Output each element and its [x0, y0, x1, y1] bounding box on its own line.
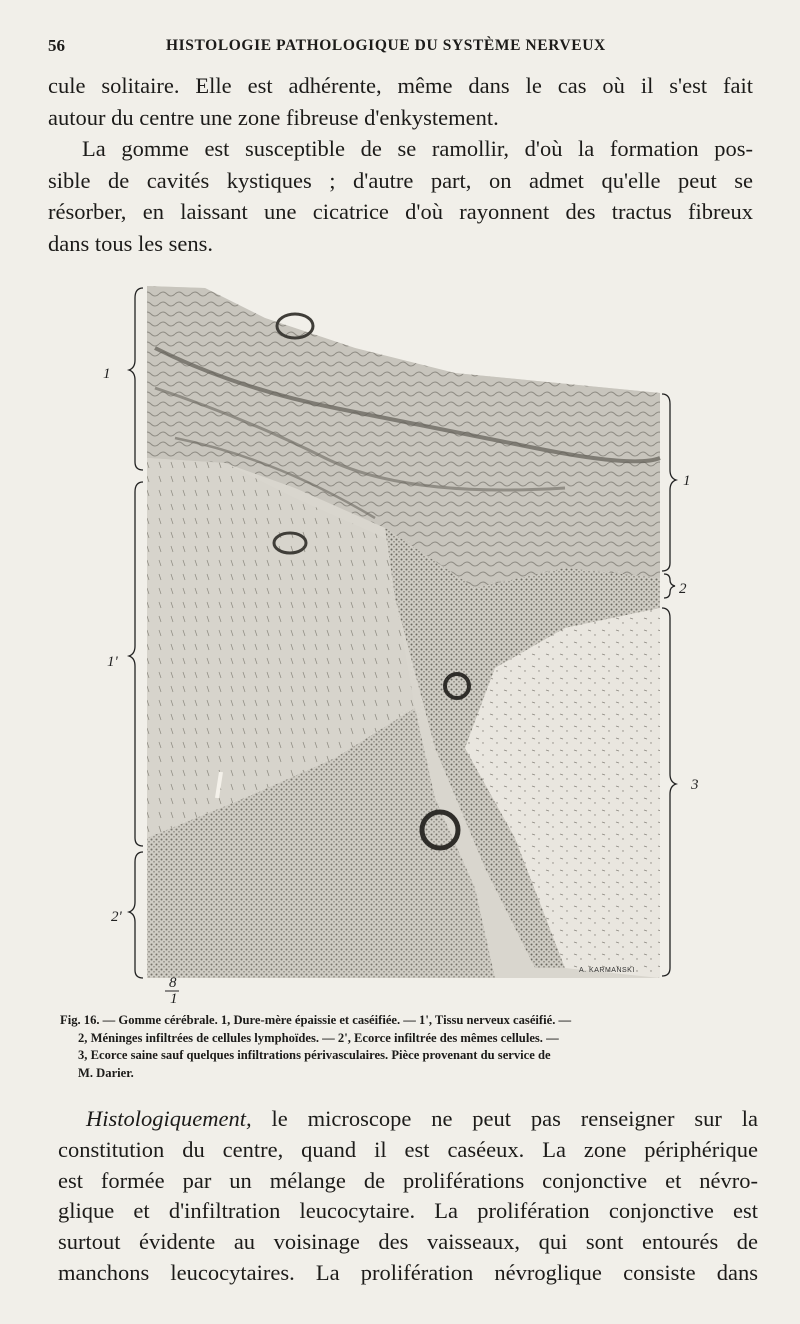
text-line	[58, 1104, 758, 1135]
label-left-1-prime: 1'	[107, 654, 118, 670]
magnification-denominator: 1	[170, 991, 178, 1006]
text-line: La gomme est susceptible de se ramollir, d'où la formation pos-	[82, 136, 753, 161]
caption-line: 3, Ecorce saine sauf quelques infiltrations périvasculaires. Pièce provenant du service de	[78, 1048, 551, 1062]
histology-figure	[95, 278, 715, 1006]
text-line: dans tous les sens.	[48, 230, 213, 256]
label-left-1: 1	[103, 366, 111, 382]
label-right-1: 1	[683, 473, 691, 489]
text-line: constitution du centre, quand il est caséeux. La zone périphérique	[58, 1136, 758, 1162]
italic-lead: Histologiquement,	[86, 1106, 252, 1131]
caption-line: 2, Méninges infiltrées de cellules lymphoïdes. — 2', Ecorce infiltrée des mêmes cellules. —	[78, 1030, 559, 1045]
caption-line: M. Darier.	[78, 1065, 134, 1080]
text-line: glique et d'infiltration leucocytaire. La prolifération conjonctive est	[58, 1198, 758, 1224]
text-run: le microscope ne peut pas renseigner sur la	[251, 1106, 758, 1131]
label-right-3: 3	[691, 777, 699, 793]
artist-signature: A. KARMANSKI	[579, 967, 635, 974]
label-left-2-prime: 2'	[111, 909, 122, 925]
text-line: est formée par un mélange de proliférations conjonctive et névro-	[58, 1167, 758, 1193]
page-header	[48, 36, 748, 60]
caption-line: Fig. 16. — Gomme cérébrale. 1, Dure-mère épaissie et caséifiée. — 1', Tissu nerveux caséifié. —	[60, 1013, 572, 1027]
text-line: surtout évidente au voisinage des vaisseaux, qui sont entourés de	[58, 1229, 758, 1255]
text-line: autour du centre une zone fibreuse d'enkystement.	[48, 104, 499, 130]
text-line: cule solitaire. Elle est adhérente, même dans le cas où il s'est fait	[48, 73, 753, 98]
page-number: 56	[48, 36, 65, 55]
paragraph-histology	[58, 1104, 758, 1289]
text-line: résorber, en laissant une cicatrice d'où rayonnent des tractus fibreux	[48, 199, 753, 224]
magnification-numerator: 8	[169, 975, 177, 991]
text-line: sible de cavités kystiques ; d'autre part, on admet qu'elle peut se	[48, 167, 753, 193]
label-right-2: 2	[679, 581, 687, 597]
paragraph-gomme	[48, 133, 753, 259]
text-line: manchons leucocytaires. La prolifération névroglique consiste dans	[58, 1259, 758, 1285]
paragraph-continuation	[48, 70, 753, 133]
figure-caption	[60, 1012, 760, 1082]
running-title: HISTOLOGIE PATHOLOGIQUE DU SYSTÈME NERVEUX	[166, 37, 606, 54]
tissue-section	[147, 286, 660, 978]
